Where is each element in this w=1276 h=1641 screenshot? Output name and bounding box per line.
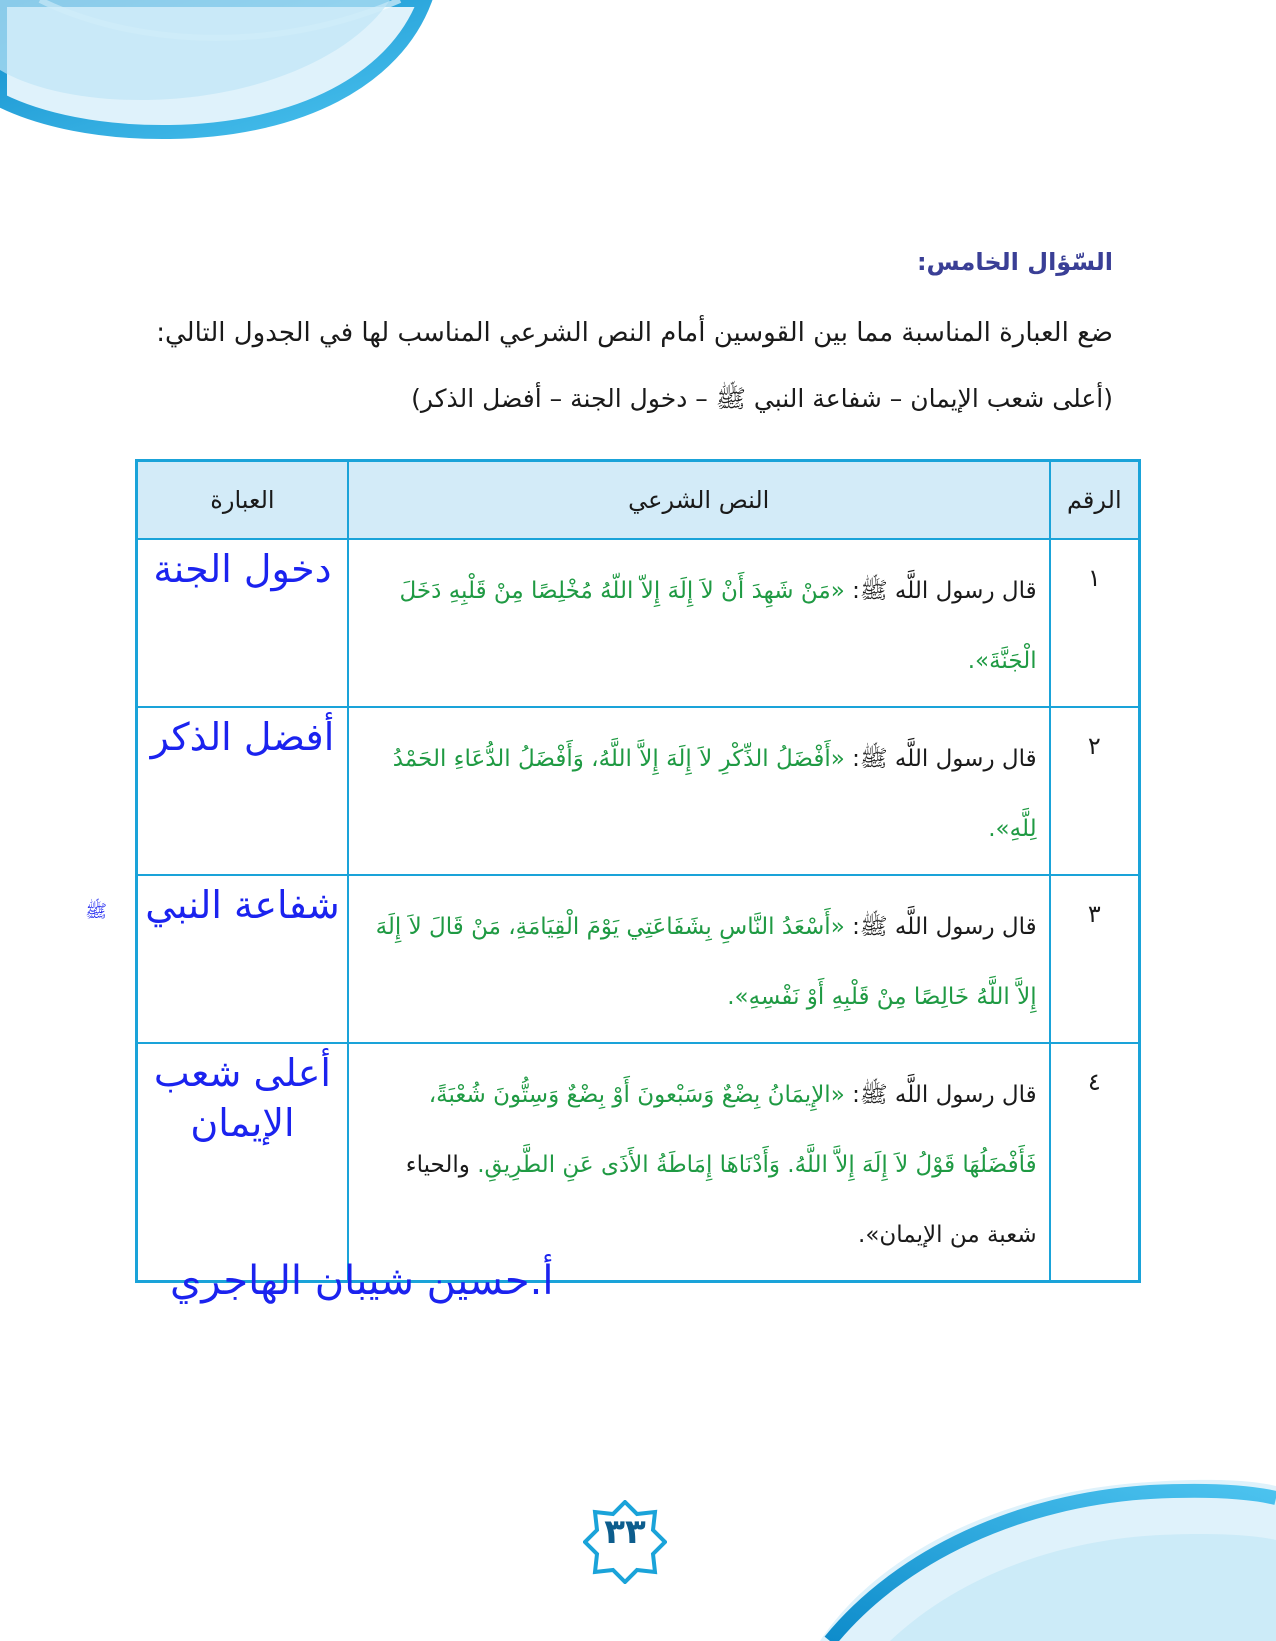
hadith-text: «الإِيمَانُ بِضْعٌ وَسَبْعونَ أَوْ بِضْعٌ وَسِتُّونَ شُعْبَةً، فَأَفْضَلُهَا قَوْلُ لاَ إِلَهَ إِلاَّ اللَّهُ. وَأَدْنَاهَا إِمَاطَةُ الأَذَى عَنِ الطَّرِيقِ.: [428, 1082, 1037, 1178]
table-row: [137, 539, 1140, 707]
hadith-tail: والحياء شعبة من الإيمان».: [405, 1152, 1037, 1248]
header-number: الرقم: [1050, 461, 1140, 540]
page-number: ٣٣: [604, 1512, 646, 1552]
row-number: ٣: [1050, 875, 1140, 1043]
answer-phrase: أفضل الذكر: [137, 707, 348, 875]
header-phrase: العبارة: [137, 461, 348, 540]
answer-table: [85, 459, 1141, 1283]
table-row: [137, 1043, 1140, 1282]
answer-phrase-cell: [85, 875, 348, 1043]
hadith-cell: [348, 875, 1050, 1043]
hadith-text: «مَنْ شَهِدَ أَنْ لاَ إِلَهَ إِلاّ اللّهُ مُخْلِصًا مِنْ قَلْبِهِ دَخَلَ الْجَنَّةَ».: [399, 578, 1037, 674]
table-row: [137, 875, 1140, 1043]
hadith-cell: [348, 539, 1050, 707]
answer-phrase: أعلى شعب الإيمان: [137, 1043, 348, 1282]
hadith-prefix: قال رسول اللَّه ﷺ:: [844, 1082, 1037, 1108]
row-number: ١: [1050, 539, 1140, 707]
decorative-wave-top: [0, 0, 440, 150]
decorative-wave-bottom: [820, 1440, 1276, 1641]
options-list: (أعلى شعب الإيمان – شفاعة النبي ﷺ – دخول الجنة – أفضل الذكر): [411, 384, 1113, 413]
hadith-cell: [348, 1043, 1050, 1282]
question-title: السّؤال الخامس:: [916, 248, 1113, 277]
hadith-prefix: قال رسول اللَّه ﷺ:: [844, 578, 1037, 604]
row-number: ٤: [1050, 1043, 1140, 1282]
table-row: [137, 707, 1140, 875]
question-instruction: ضع العبارة المناسبة مما بين القوسين أمام النص الشرعي المناسب لها في الجدول التالي:: [156, 318, 1113, 348]
hadith-text: «أَسْعَدُ النَّاسِ بِشَفَاعَتِي يَوْمَ الْقِيَامَةِ، مَنْ قَالَ لاَ إِلَهَ إِلاَّ اللَّهُ خَالِصًا مِنْ قَلْبِهِ أَوْ نَفْسِهِ».: [375, 914, 1037, 1010]
header-text: النص الشرعي: [348, 461, 1050, 540]
answer-phrase: دخول الجنة: [137, 539, 348, 707]
hadith-text: «أَفْضَلُ الذِّكْرِ لاَ إِلَهَ إِلاَّ اللَّهُ، وَأَفْضَلُ الدُّعَاءِ الحَمْدُ لِلَّهِ».: [392, 746, 1037, 842]
answer-phrase-text: شفاعة النبي: [145, 883, 340, 927]
table-header-row: [137, 461, 1140, 540]
signature: أ.حسين شيبان الهاجري: [170, 1258, 554, 1304]
hadith-prefix: قال رسول اللَّه ﷺ:: [844, 746, 1037, 772]
hadith-cell: [348, 707, 1050, 875]
row-number: ٢: [1050, 707, 1140, 875]
hadith-prefix: قال رسول اللَّه ﷺ:: [844, 914, 1037, 940]
salawat-mark: ﷺ: [85, 901, 107, 922]
answer-phrase: [85, 883, 340, 927]
